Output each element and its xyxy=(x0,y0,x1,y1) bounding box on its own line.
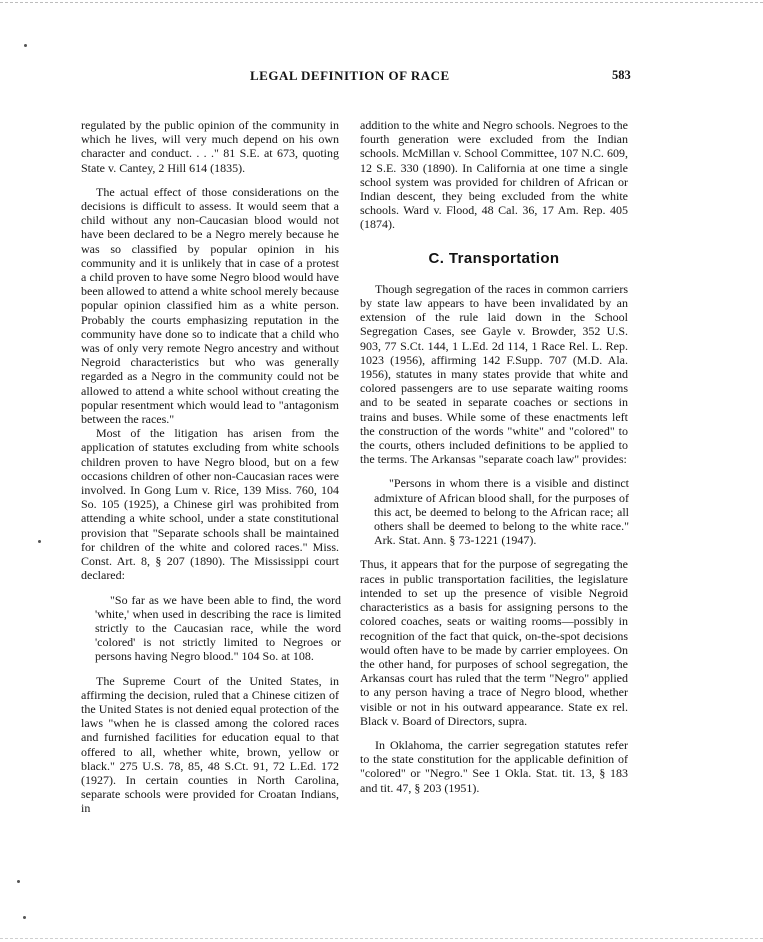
page-number: 583 xyxy=(612,68,631,82)
block-quote: "So far as we have been able to find, the word 'white,' when used in describing the race is limited strictly to the Caucasian race, while the word 'colored' is not strictly limited to Negroes or persons having Negro blood." 104 So. at 108. xyxy=(95,592,341,664)
paragraph: In Oklahoma, the carrier segregation statutes refer to the state constitution for the applicable definition of "colored" or "Negro." See 1 Okla. Stat. tit. 13, § 183 and tit. 47, § 203 (1951). xyxy=(360,737,628,795)
paragraph: regulated by the public opinion of the community in which he lives, will very much depend on his own character and conduct. . . ." 81 S.E. at 673, quoting State v. Cantey, 2 Hill 614 (1835). xyxy=(81,118,339,175)
paragraph: Thus, it appears that for the purpose of segregating the races in public transportation facilities, the legislature intended to set up the presence of visible Negroid characteristics as a basis for assigning persons to the colored coaches, seats or waiting rooms—possibly in recognition of the fact that quick, on-the-spot decisions would often have to be made by carrier employees. On the other hand, for purposes of school segregation, the Arkansas court has ruled that the term "Negro" applied to any person having a trace of Negro blood, whether visible or not in his outward appearance. State ex rel. Black v. Board of Directors, supra. xyxy=(360,557,628,728)
section-heading: C. Transportation xyxy=(428,249,560,267)
right-column xyxy=(360,118,628,795)
paragraph: The Supreme Court of the United States, in affirming the decision, ruled that a Chinese citizen of the United States is not denied equal protection of the laws "when he is classed among the colored races and furnished facilities for education equal to that offered to all, whether white, brown, yellow or black." 275 U.S. 78, 85, 48 S.Ct. 91, 72 L.Ed. 172 (1927). In certain counties in North Carolina, separate schools were provided for Croatan Indians, in xyxy=(81,673,339,816)
scan-speck xyxy=(17,880,20,883)
paragraph: addition to the white and Negro schools. Negroes to the fourth generation were excluded from the Indian schools. McMillan v. School Committee, 107 N.C. 609, 12 S.E. 330 (1890). In California at one time a single school system was provided for children of African or Indian descent, they being excluded from the white schools. Ward v. Flood, 48 Cal. 36, 17 Am. Rep. 405 (1874). xyxy=(360,118,628,232)
page-top-edge xyxy=(0,2,763,3)
scan-speck xyxy=(38,540,41,543)
paragraph: Most of the litigation has arisen from the application of statutes excluding from white schools children proven to have Negro blood, but on a few occasions children of other non-Caucasian races were involved. In Gong Lum v. Rice, 139 Miss. 760, 104 So. 105 (1925), a Chinese girl was prohibited from attending a white school, under a state constitutional provision that "Separate schools shall be maintained for children of the white and colored races." Miss. Const. Art. 8, § 207 (1890). The Mississippi court declared: xyxy=(81,426,339,583)
page-bottom-edge xyxy=(0,938,763,939)
running-head: LEGAL DEFINITION OF RACE xyxy=(250,68,450,83)
scan-speck xyxy=(24,44,27,47)
left-column xyxy=(81,118,339,816)
paragraph: The actual effect of those considerations on the decisions is difficult to assess. It would seem that a child without any non-Caucasian blood would not have been declared to be a Negro merely because he was so classified by popular opinion in his community and it is unlikely that in case of a protest a child proven to have some Negro blood would have been allowed to attend a white school merely because popular opinion classified him as a white person. Probably the courts emphasizing reputation in the community have done so to indicate that a child who was of only very remote Negro ancestry and without Negroid characteristics but who was generally regarded as a Negro in the community could not be allowed to attend a white school without creating the popular resentment which would lead to "antagonism between the races." xyxy=(81,184,339,427)
paragraph: Though segregation of the races in common carriers by state law appears to have been invalidated by an extension of the rule laid down in the School Segregation Cases, see Gayle v. Browder, 352 U.S. 903, 77 S.Ct. 144, 1 L.Ed. 2d 114, 1 Race Rel. L. Rep. 1023 (1956), affirming 142 F.Supp. 707 (M.D. Ala. 1956), statutes in many states provide that white and colored passengers are to use separate waiting rooms and to be seated in separate coaches or sections in trains and buses. While some of these enactments left the construction of the words "white" and "colored" to the courts, others included definitions to be applied to the terms. The Arkansas "separate coach law" provides: xyxy=(360,281,628,467)
scan-speck xyxy=(23,916,26,919)
block-quote: "Persons in whom there is a visible and distinct admixture of African blood shall, for the purposes of this act, be deemed to belong to the African race; all others shall be deemed to belong to the white race." Ark. Stat. Ann. § 73-1221 (1947). xyxy=(374,476,629,548)
